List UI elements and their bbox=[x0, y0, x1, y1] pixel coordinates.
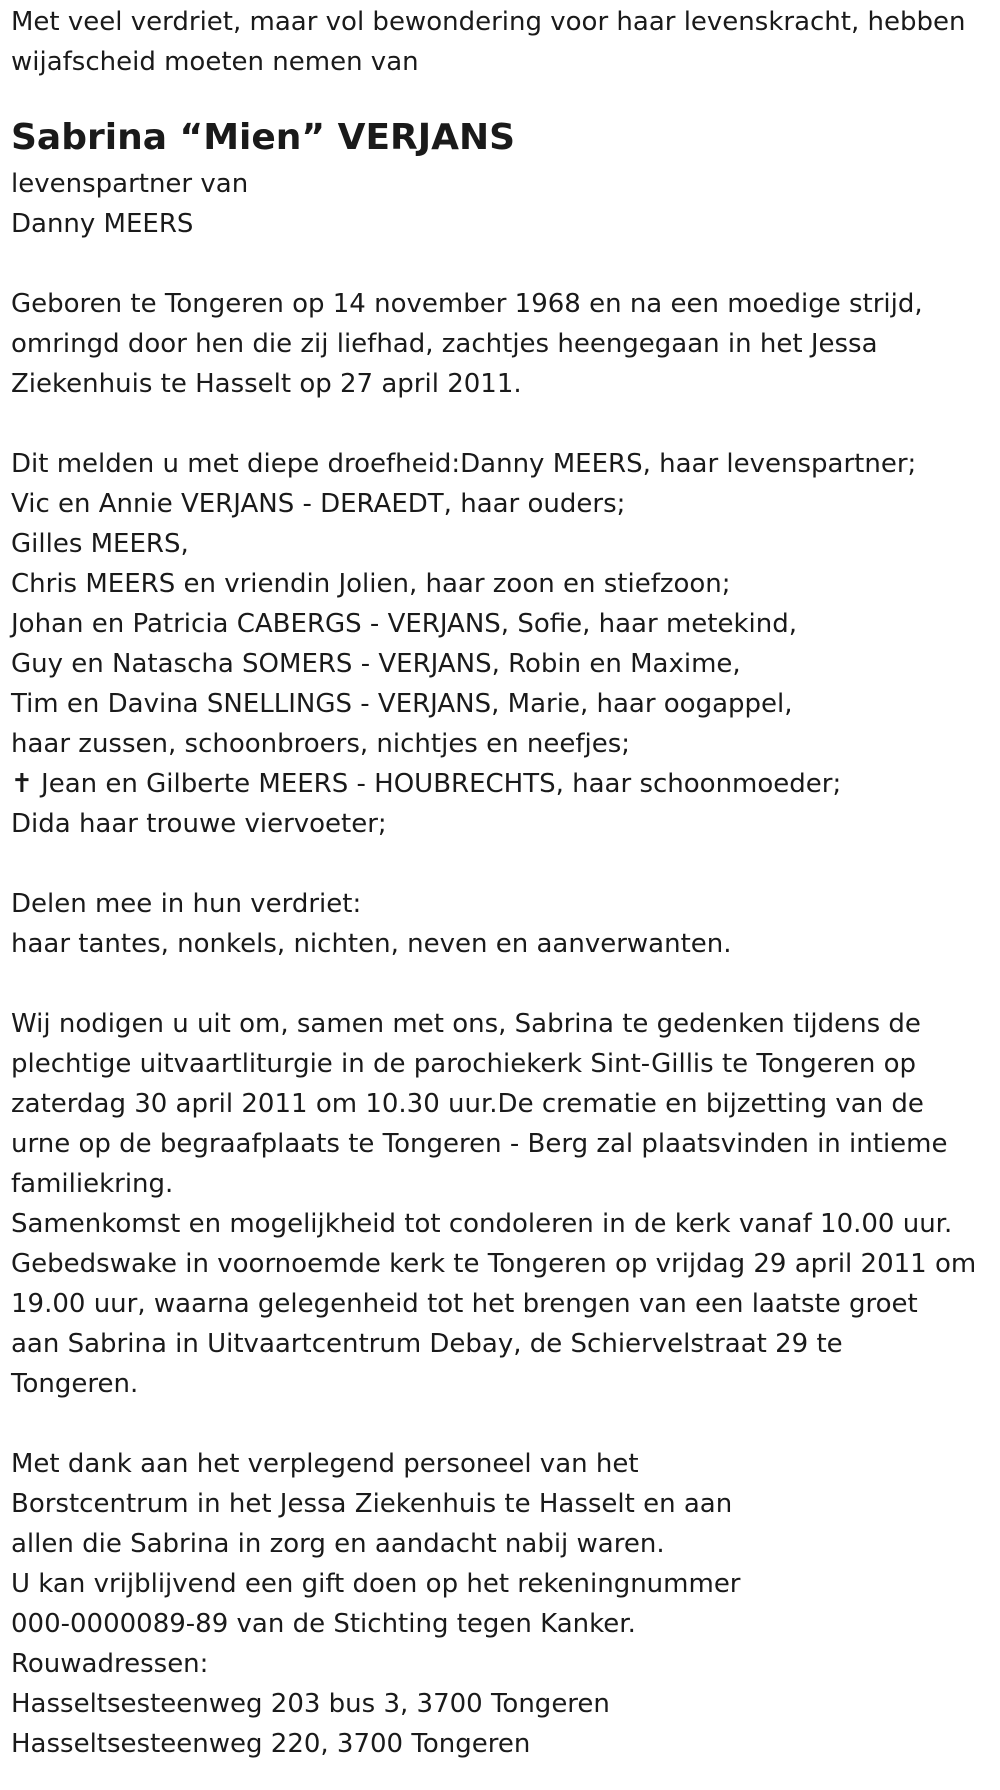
birth-death-line: omringd door hen die zij liefhad, zachtjes heengegaan in het Jessa bbox=[11, 329, 878, 359]
family-line-deceased bbox=[11, 764, 996, 804]
invitation-line: zaterdag 30 april 2011 om 10.30 uur.De crematie en bijzetting van de bbox=[11, 1089, 924, 1119]
deceased-name: Sabrina “Mien” VERJANS bbox=[11, 117, 516, 158]
family-deceased-text: Jean en Gilberte MEERS - HOUBRECHTS, haar schoonmoeder; bbox=[32, 769, 842, 799]
birth-death-line: Geboren te Tongeren op 14 november 1968 en na een moedige strijd, bbox=[11, 289, 923, 319]
family-line: Johan en Patricia CABERGS - VERJANS, Sofie, haar metekind, bbox=[11, 609, 797, 639]
invitation-line: 19.00 uur, waarna gelegenheid tot het brengen van een laatste groet bbox=[11, 1289, 918, 1319]
invitation-paragraph bbox=[11, 1004, 996, 1404]
invitation-line: Gebedswake in voornoemde kerk te Tongeren op vrijdag 29 april 2011 om bbox=[11, 1249, 977, 1279]
family-list bbox=[11, 444, 996, 844]
thanks-line: allen die Sabrina in zorg en aandacht nabij waren. bbox=[11, 1529, 665, 1559]
invitation-line: aan Sabrina in Uitvaartcentrum Debay, de Schiervelstraat 29 te bbox=[11, 1329, 843, 1359]
family-line: Chris MEERS en vriendin Jolien, haar zoon en stiefzoon; bbox=[11, 569, 731, 599]
family-line: Tim en Davina SNELLINGS - VERJANS, Marie, haar oogappel, bbox=[11, 689, 793, 719]
condolence-address: Hasseltsesteenweg 203 bus 3, 3700 Tongeren bbox=[11, 1689, 610, 1719]
account-number-line: 000-0000089-89 van de Stichting tegen Kanker. bbox=[11, 1609, 636, 1639]
invitation-line: Tongeren. bbox=[11, 1369, 139, 1399]
partner-line: levenspartner van bbox=[11, 169, 249, 199]
invitation-line: plechtige uitvaartliturgie in de parochiekerk Sint-Gillis te Tongeren op bbox=[11, 1049, 917, 1079]
condolence-addresses-label: Rouwadressen: bbox=[11, 1649, 209, 1679]
invitation-line: familiekring. bbox=[11, 1169, 174, 1199]
invitation-line: urne op de begraafplaats te Tongeren - Berg zal plaatsvinden in intieme bbox=[11, 1129, 948, 1159]
family-line: Dit melden u met diepe droefheid:Danny MEERS, haar levenspartner; bbox=[11, 449, 917, 479]
sharing-paragraph bbox=[11, 884, 996, 964]
invitation-line: Samenkomst en mogelijkheid tot condoleren in de kerk vanaf 10.00 uur. bbox=[11, 1209, 953, 1239]
sharing-line: Delen mee in hun verdriet: bbox=[11, 889, 362, 919]
intro-line: wijafscheid moeten nemen van bbox=[11, 47, 419, 77]
thanks-line: Met dank aan het verplegend personeel van het bbox=[11, 1449, 639, 1479]
partner-name: Danny MEERS bbox=[11, 209, 194, 239]
cross-icon: ✝ bbox=[11, 769, 33, 799]
family-line: Gilles MEERS, bbox=[11, 529, 189, 559]
family-line: haar zussen, schoonbroers, nichtjes en neefjes; bbox=[11, 729, 631, 759]
birth-death-paragraph bbox=[11, 284, 996, 404]
thanks-line: U kan vrijblijvend een gift doen op het rekeningnummer bbox=[11, 1569, 741, 1599]
partner-block bbox=[11, 164, 996, 244]
family-line: Vic en Annie VERJANS - DERAEDT, haar ouders; bbox=[11, 489, 626, 519]
intro-line: Met veel verdriet, maar vol bewondering voor haar levenskracht, hebben bbox=[11, 7, 966, 37]
thanks-paragraph bbox=[11, 1444, 996, 1764]
obituary-document bbox=[11, 2, 996, 1764]
family-line-pet: Dida haar trouwe viervoeter; bbox=[11, 809, 387, 839]
condolence-address: Hasseltsesteenweg 220, 3700 Tongeren bbox=[11, 1729, 531, 1759]
thanks-line: Borstcentrum in het Jessa Ziekenhuis te Hasselt en aan bbox=[11, 1489, 733, 1519]
birth-death-line: Ziekenhuis te Hasselt op 27 april 2011. bbox=[11, 369, 522, 399]
family-line: Guy en Natascha SOMERS - VERJANS, Robin en Maxime, bbox=[11, 649, 741, 679]
invitation-line: Wij nodigen u uit om, samen met ons, Sabrina te gedenken tijdens de bbox=[11, 1009, 921, 1039]
intro-paragraph bbox=[11, 2, 996, 82]
sharing-line: haar tantes, nonkels, nichten, neven en aanverwanten. bbox=[11, 929, 732, 959]
